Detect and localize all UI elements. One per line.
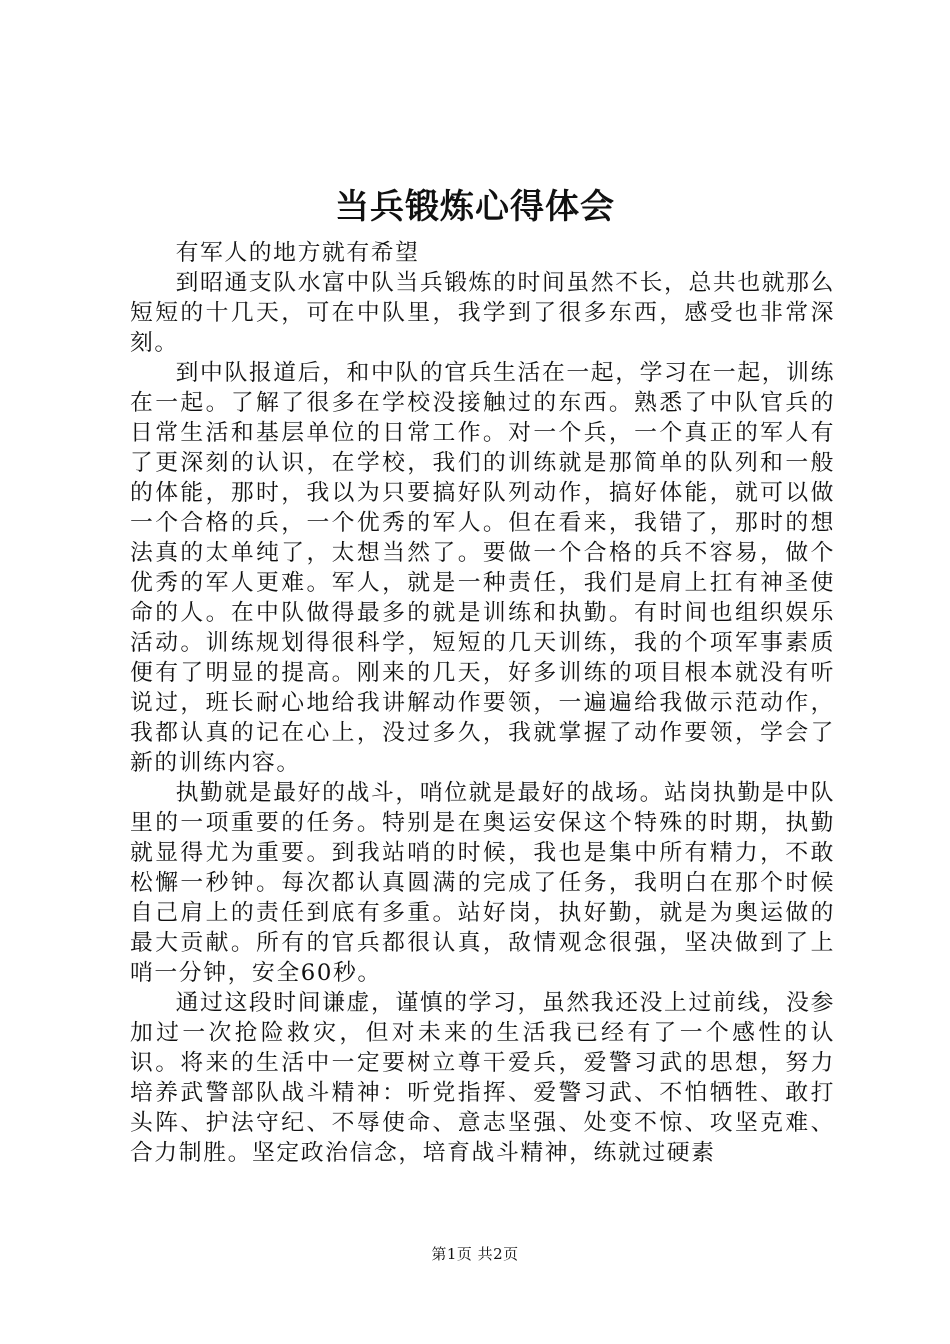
paragraph-subtitle: 有军人的地方就有希望 <box>175 240 420 266</box>
paragraph: 到中队报道后，和中队的官兵生活在一起，学习在一起，训练在一起。了解了很多在学校没接触过的东西。熟悉了中队官兵的日常生活和基层单位的日常工作。对一个兵，一个真正的军人有了更深刻的认识，在学校，我们的训练就是那简单的队列和一般的体能，那时，我以为只要搞好队列动作，搞好体能，就可以做一个合格的兵，一个优秀的军人。但在看来，我错了，那时的想法真的太单纯了，太想当然了。要做一个合格的兵不容易，做个优秀的军人更难。军人，就是一种责任，我们是肩上扛有神圣使命的人。在中队做得最多的就是训练和执勤。有时间也组织娱乐活动。训练规划得很科学，短短的几天训练，我的个项军事素质便有了明显的提高。刚来的几天，好多训练的项目根本就没有听说过，班长耐心地给我讲解动作要领，一遍遍给我做示范动作，我都认真的记在心上，没过多久，我就掌握了动作要领，学会了新的训练内容。 <box>130 360 835 776</box>
document-body <box>130 238 835 1168</box>
paragraph: 到昭通支队水富中队当兵锻炼的时间虽然不长，总共也就那么短短的十几天，可在中队里，我学到了很多东西，感受也非常深刻。 <box>130 270 835 356</box>
paragraph: 通过这段时间谦虚，谨慎的学习，虽然我还没上过前线，没参加过一次抢险救灾，但对未来的生活我已经有了一个感性的认识。将来的生活中一定要树立尊干爱兵，爱警习武的思想，努力培养武警部队战斗精神：听党指挥、爱警习武、不怕牺牲、敢打头阵、护法守纪、不辱使命、意志坚强、处变不惊、攻坚克难、合力制胜。坚定政治信念，培育战斗精神，练就过硬素 <box>130 990 835 1166</box>
page-number-footer: 第1页 共2页 <box>431 1245 519 1263</box>
paragraph: 执勤就是最好的战斗，哨位就是最好的战场。站岗执勤是中队里的一项重要的任务。特别是在奥运安保这个特殊的时期，执勤就显得尤为重要。到我站哨的时候，我也是集中所有精力，不敢松懈一秒钟。每次都认真圆满的完成了任务，我明白在那个时候自己肩上的责任到底有多重。站好岗，执好勤，就是为奥运做的最大贡献。所有的官兵都很认真，敌情观念很强，坚决做到了上哨一分钟，安全60秒。 <box>130 780 835 986</box>
document-title: 当兵锻炼心得体会 <box>335 187 615 227</box>
